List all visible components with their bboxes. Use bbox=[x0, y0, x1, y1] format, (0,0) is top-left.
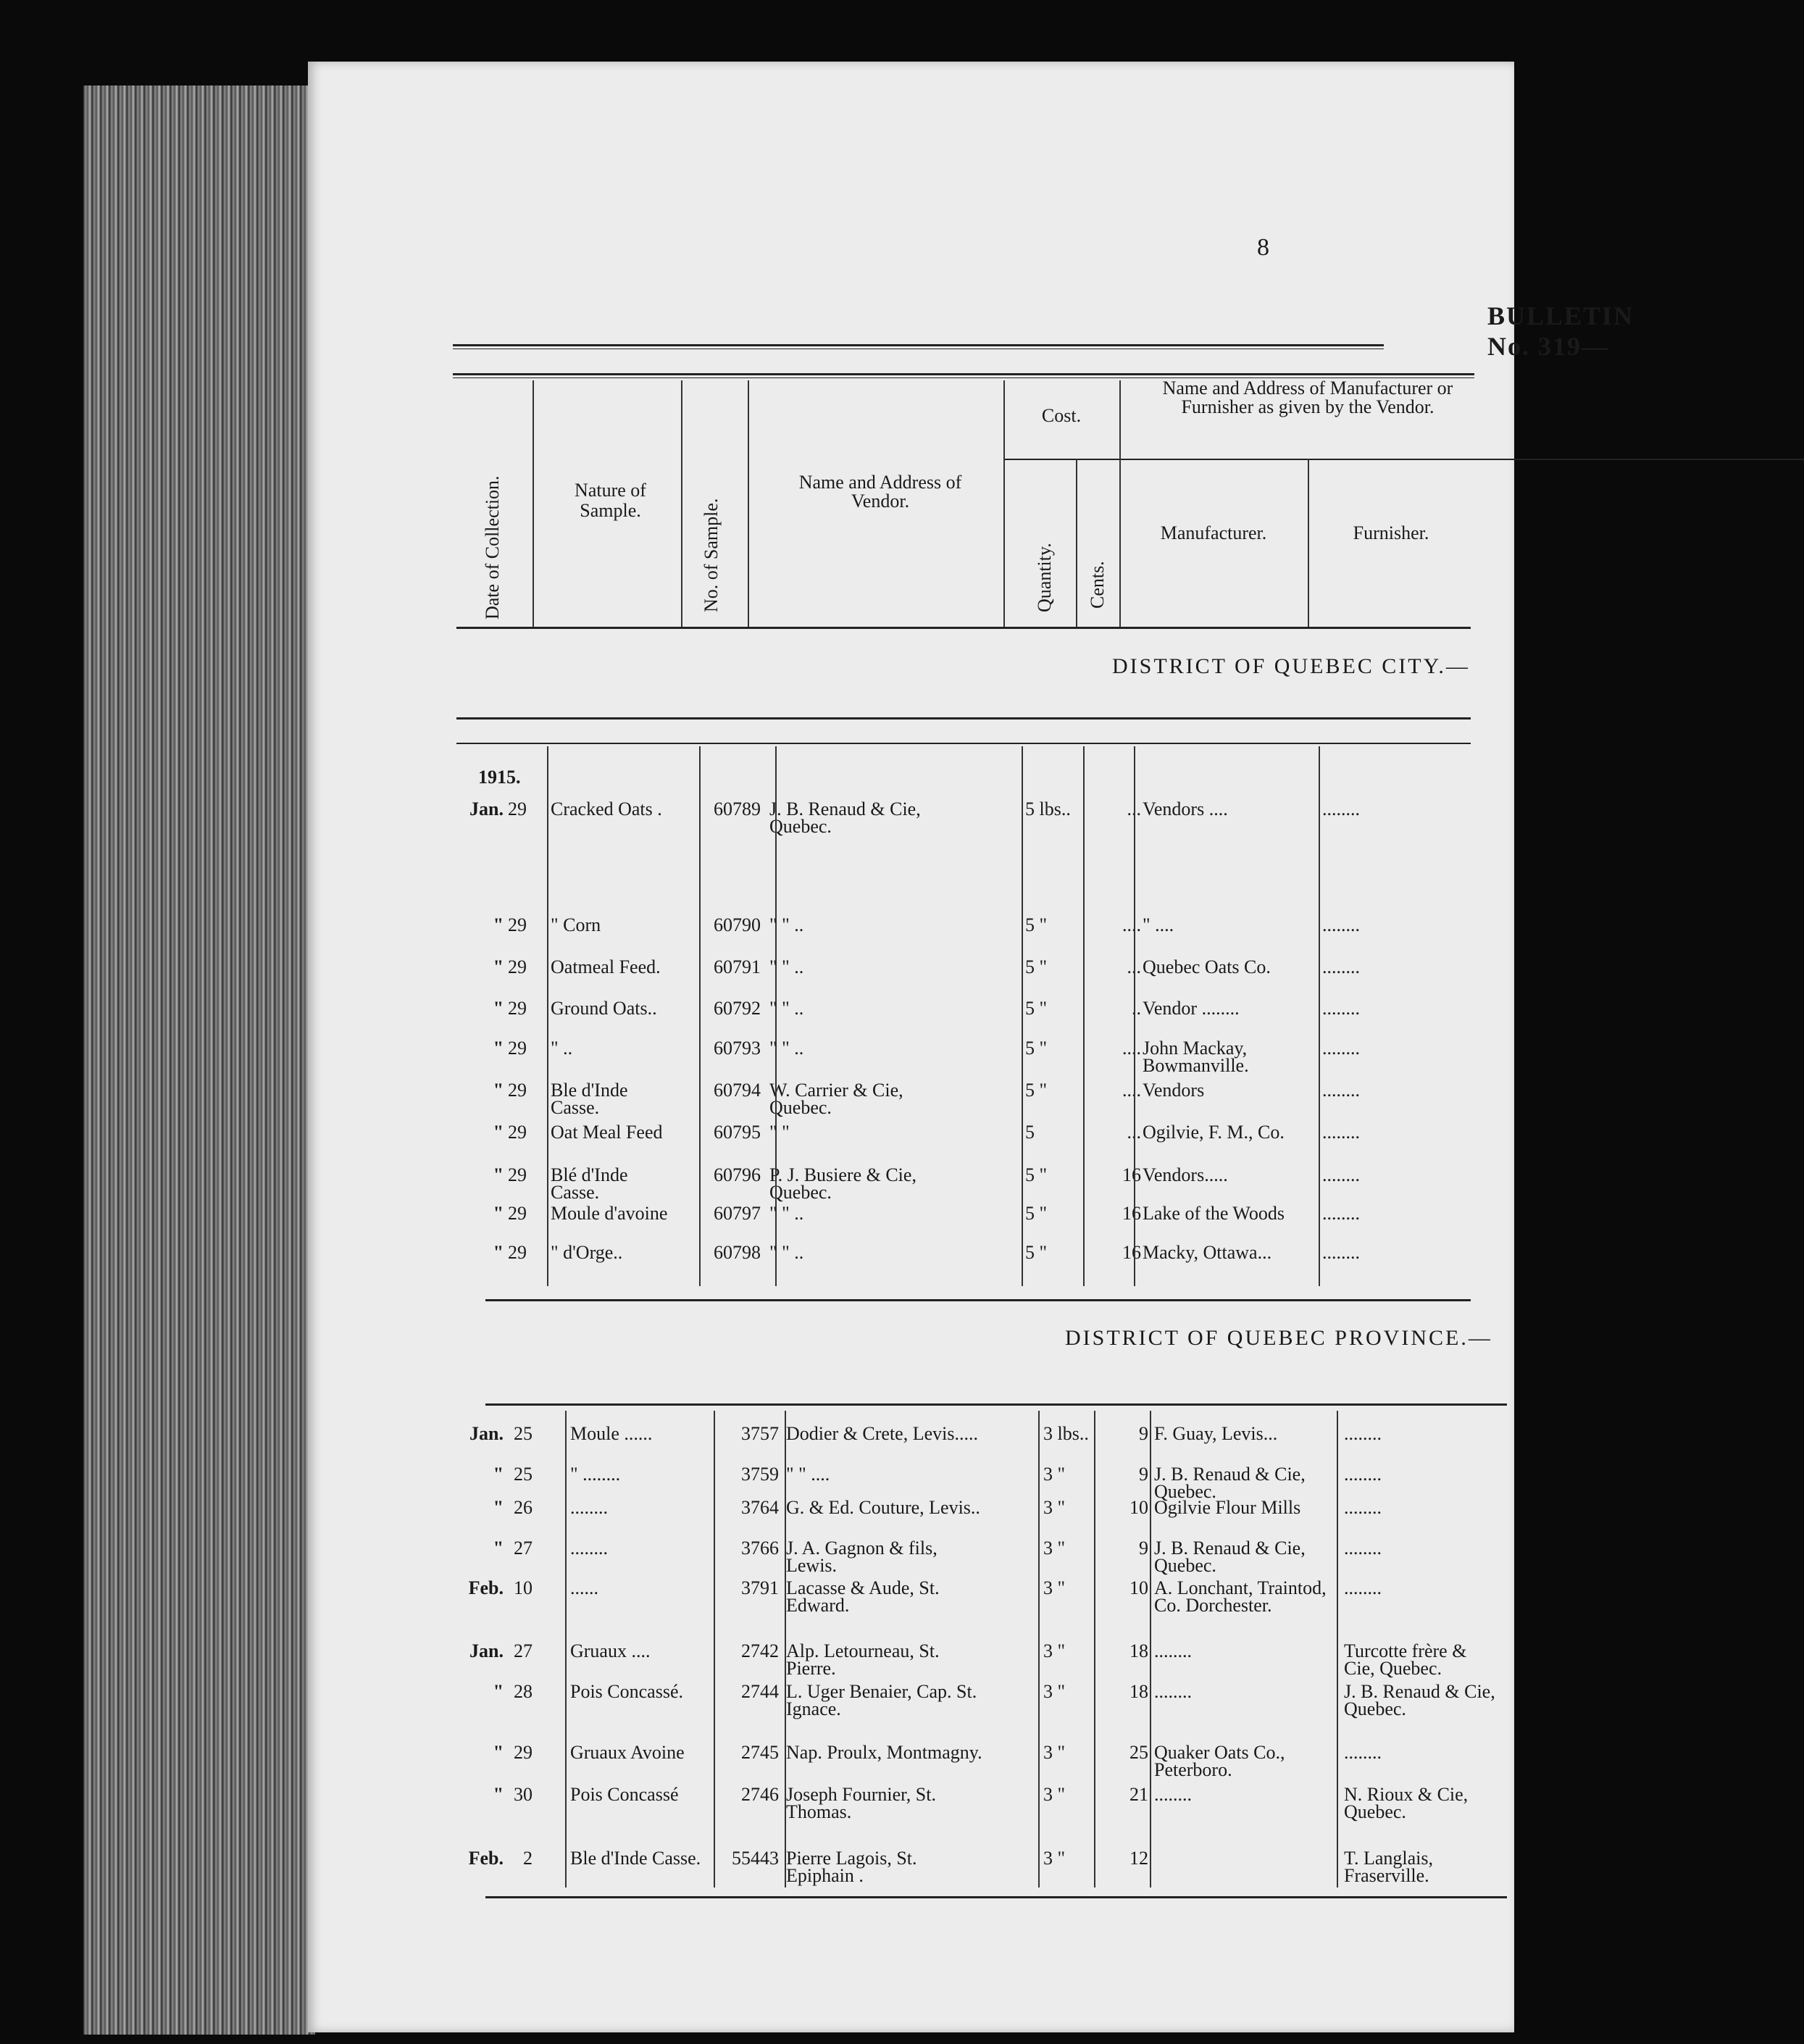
cell-qty: 5 " bbox=[1025, 1203, 1048, 1224]
page-number: 8 bbox=[1257, 234, 1269, 261]
header-quantity: Quantity. bbox=[1034, 543, 1055, 612]
cell-no: 60790 bbox=[714, 914, 761, 935]
column-divider bbox=[714, 1411, 715, 1887]
cell-mfr: ........ bbox=[1154, 1640, 1192, 1661]
column-divider bbox=[1134, 746, 1135, 1286]
cell-m: Feb. bbox=[468, 1577, 504, 1598]
hdr-divider bbox=[1308, 459, 1309, 627]
table-top-rule bbox=[453, 373, 1474, 375]
cell-qty: 3 " bbox=[1043, 1497, 1066, 1518]
cell-qty: 3 " bbox=[1043, 1464, 1066, 1485]
cell-qty: 3 " bbox=[1043, 1784, 1066, 1805]
cell-m: " bbox=[493, 1538, 504, 1559]
section-title-quebec-province: DISTRICT OF QUEBEC PROVINCE.— bbox=[1065, 1326, 1492, 1350]
cell-m: " bbox=[493, 998, 504, 1019]
cell-vendor: " " .. bbox=[769, 956, 804, 977]
section1-sub-rule bbox=[456, 743, 1471, 744]
header-vendor: Name and Address of Vendor. bbox=[798, 472, 962, 512]
cell-qty: 3 " bbox=[1043, 1577, 1066, 1598]
cell-vendor: W. Carrier & Cie, Quebec. bbox=[769, 1080, 903, 1118]
cell-mfr: J. B. Renaud & Cie, Quebec. bbox=[1154, 1538, 1306, 1576]
column-divider bbox=[1083, 746, 1085, 1286]
cell-mfr: Ogilvie Flour Mills bbox=[1154, 1497, 1301, 1518]
cell-m: Jan. bbox=[469, 1423, 504, 1444]
cell-qty: 5 " bbox=[1025, 1080, 1048, 1101]
cell-d: 2 bbox=[523, 1848, 533, 1869]
header-cost: Cost. bbox=[1041, 405, 1082, 426]
cell-d: 29 bbox=[508, 798, 527, 819]
cell-cents: 18 bbox=[1129, 1640, 1148, 1661]
cell-vendor: Dodier & Crete, Levis..... bbox=[786, 1423, 978, 1444]
hdr-divider bbox=[681, 380, 682, 627]
cell-vendor: J. A. Gagnon & fils, Lewis. bbox=[786, 1538, 938, 1576]
cell-vendor: " " .... bbox=[786, 1464, 830, 1485]
cell-furn: ........ bbox=[1322, 1038, 1360, 1059]
column-divider bbox=[699, 746, 701, 1286]
column-divider bbox=[785, 1411, 786, 1887]
cell-no: 60794 bbox=[714, 1080, 761, 1101]
cell-mfr: Macky, Ottawa... bbox=[1143, 1242, 1272, 1263]
bulletin-heading: BULLETIN No. 319— bbox=[1487, 301, 1634, 361]
cell-nature: Oat Meal Feed bbox=[551, 1122, 663, 1143]
cell-nature: Moule d'avoine bbox=[551, 1203, 668, 1224]
cell-qty: 3 " bbox=[1043, 1681, 1066, 1702]
cell-no: 3757 bbox=[741, 1423, 779, 1444]
cell-cents: ... bbox=[1127, 798, 1141, 819]
cell-furn: ........ bbox=[1344, 1497, 1382, 1518]
cell-mfr: Vendors .... bbox=[1143, 798, 1228, 819]
cell-qty: 3 " bbox=[1043, 1538, 1066, 1559]
cell-no: 60791 bbox=[714, 956, 761, 977]
cell-no: 3766 bbox=[741, 1538, 779, 1559]
cell-nature: Pois Concassé. bbox=[570, 1681, 683, 1702]
cell-furn: J. B. Renaud & Cie, Quebec. bbox=[1344, 1681, 1495, 1719]
cell-furn: ........ bbox=[1344, 1577, 1382, 1598]
column-divider bbox=[565, 1411, 567, 1887]
cell-nature: ........ bbox=[570, 1497, 608, 1518]
cell-nature: ...... bbox=[570, 1577, 598, 1598]
cell-m: " bbox=[493, 1122, 504, 1143]
cell-no: 3764 bbox=[741, 1497, 779, 1518]
cell-qty: 5 bbox=[1025, 1122, 1035, 1143]
cell-qty: 3 " bbox=[1043, 1640, 1066, 1661]
cell-d: 27 bbox=[514, 1640, 533, 1661]
cell-qty: 5 " bbox=[1025, 1164, 1048, 1185]
cell-mfr: F. Guay, Levis... bbox=[1154, 1423, 1278, 1444]
cell-cents: .... bbox=[1122, 1038, 1141, 1059]
header-furnisher: Furnisher. bbox=[1353, 522, 1429, 543]
cell-d: 29 bbox=[508, 1164, 527, 1185]
column-divider bbox=[1337, 1411, 1338, 1887]
cell-mfr: Quaker Oats Co., Peterboro. bbox=[1154, 1742, 1285, 1780]
cell-mfr: Ogilvie, F. M., Co. bbox=[1143, 1122, 1285, 1143]
cell-furn: ........ bbox=[1322, 998, 1360, 1019]
cell-d: 29 bbox=[508, 1122, 527, 1143]
cell-m: " bbox=[493, 1164, 504, 1185]
cell-mfr: Quebec Oats Co. bbox=[1143, 956, 1271, 977]
cell-cents: 25 bbox=[1129, 1742, 1148, 1763]
cell-no: 60789 bbox=[714, 798, 761, 819]
cell-furn: ........ bbox=[1322, 1122, 1360, 1143]
cell-vendor: Joseph Fournier, St. Thomas. bbox=[786, 1784, 936, 1822]
cell-furn: ........ bbox=[1322, 1242, 1360, 1263]
cell-nature: " Corn bbox=[551, 914, 601, 935]
cell-d: 28 bbox=[514, 1681, 533, 1702]
cell-qty: 5 " bbox=[1025, 1038, 1048, 1059]
document-page bbox=[308, 62, 1634, 2032]
header-manufacturer-group: Name and Address of Manufacturer or Furnisher as given by the Vendor. bbox=[1162, 377, 1453, 417]
cell-cents: 16 bbox=[1122, 1242, 1141, 1263]
cell-furn: ........ bbox=[1322, 956, 1360, 977]
cell-nature: Gruaux Avoine bbox=[570, 1742, 685, 1763]
column-divider bbox=[547, 746, 548, 1286]
cell-d: 29 bbox=[508, 1203, 527, 1224]
cell-d: 29 bbox=[508, 1242, 527, 1263]
cell-nature: Pois Concassé bbox=[570, 1784, 679, 1805]
hdr-divider bbox=[1119, 380, 1121, 627]
cell-furn: ........ bbox=[1344, 1742, 1382, 1763]
cell-vendor: " " .. bbox=[769, 998, 804, 1019]
cell-no: 2745 bbox=[741, 1742, 779, 1763]
cell-no: 2744 bbox=[741, 1681, 779, 1702]
cell-vendor: " " .. bbox=[769, 1038, 804, 1059]
cell-vendor: Lacasse & Aude, St. Edward. bbox=[786, 1577, 940, 1616]
cell-d: 29 bbox=[508, 1038, 527, 1059]
cell-furn: ........ bbox=[1322, 1164, 1360, 1185]
cell-mfr: J. B. Renaud & Cie, Quebec. bbox=[1154, 1464, 1306, 1502]
cell-qty: 3 " bbox=[1043, 1848, 1066, 1869]
cell-vendor: " " bbox=[769, 1122, 790, 1143]
cell-vendor: Pierre Lagois, St. Epiphain . bbox=[786, 1848, 917, 1886]
cell-nature: " ........ bbox=[570, 1464, 621, 1485]
cell-vendor: " " .. bbox=[769, 914, 804, 935]
cell-d: 10 bbox=[514, 1577, 533, 1598]
cell-mfr: ........ bbox=[1154, 1784, 1192, 1805]
cell-qty: 3 lbs.. bbox=[1043, 1423, 1089, 1444]
cell-nature: Ble d'Inde Casse. bbox=[570, 1848, 701, 1869]
cell-mfr: ........ bbox=[1154, 1681, 1192, 1702]
cell-cents: 9 bbox=[1139, 1464, 1148, 1485]
hdr-divider bbox=[1076, 459, 1077, 627]
cell-d: 25 bbox=[514, 1464, 533, 1485]
section2-bottom-rule bbox=[485, 1896, 1507, 1898]
column-divider bbox=[1094, 1411, 1095, 1887]
cell-furn: ........ bbox=[1322, 914, 1360, 935]
book-page-edge bbox=[83, 85, 315, 2035]
cell-mfr: Lake of the Woods bbox=[1143, 1203, 1285, 1224]
cell-no: 3759 bbox=[741, 1464, 779, 1485]
column-divider bbox=[1038, 1411, 1040, 1887]
cell-no: 2742 bbox=[741, 1640, 779, 1661]
cell-qty: 5 " bbox=[1025, 914, 1048, 935]
cell-furn: N. Rioux & Cie, Quebec. bbox=[1344, 1784, 1469, 1822]
cell-no: 60796 bbox=[714, 1164, 761, 1185]
column-divider bbox=[1022, 746, 1023, 1286]
cell-m: " bbox=[493, 1203, 504, 1224]
cell-qty: 5 " bbox=[1025, 956, 1048, 977]
cell-cents: 10 bbox=[1129, 1497, 1148, 1518]
cell-cents: 12 bbox=[1129, 1848, 1148, 1869]
cell-vendor: Alp. Letourneau, St. Pierre. bbox=[786, 1640, 940, 1679]
cell-d: 29 bbox=[508, 956, 527, 977]
cell-no: 60797 bbox=[714, 1203, 761, 1224]
cell-m: " bbox=[493, 1242, 504, 1263]
cell-m: " bbox=[493, 956, 504, 977]
cell-nature: Oatmeal Feed. bbox=[551, 956, 661, 977]
cell-cents: .. bbox=[1132, 998, 1141, 1019]
cell-cents: 9 bbox=[1139, 1423, 1148, 1444]
cell-d: 30 bbox=[514, 1784, 533, 1805]
cost-sub-rule bbox=[1003, 459, 1804, 460]
section2-top-rule bbox=[485, 1403, 1507, 1406]
cell-nature: ........ bbox=[570, 1538, 608, 1559]
section-title-quebec-city: DISTRICT OF QUEBEC CITY.— bbox=[1112, 654, 1470, 678]
cell-qty: 5 lbs.. bbox=[1025, 798, 1071, 819]
cell-m: " bbox=[493, 914, 504, 935]
cell-qty: 5 " bbox=[1025, 998, 1048, 1019]
cell-mfr: A. Lonchant, Traintod, Co. Dorchester. bbox=[1154, 1577, 1327, 1616]
cell-m: " bbox=[493, 1681, 504, 1702]
section1-top-rule bbox=[456, 717, 1471, 719]
cell-d: 29 bbox=[508, 1080, 527, 1101]
cell-no: 60792 bbox=[714, 998, 761, 1019]
cell-d: 25 bbox=[514, 1423, 533, 1444]
cell-nature: Ble d'Inde Casse. bbox=[551, 1080, 628, 1118]
cell-cents: 21 bbox=[1129, 1784, 1148, 1805]
cell-mfr: " .... bbox=[1143, 914, 1174, 935]
cell-cents: 16 bbox=[1122, 1203, 1141, 1224]
cell-no: 3791 bbox=[741, 1577, 779, 1598]
cell-vendor: G. & Ed. Couture, Levis.. bbox=[786, 1497, 980, 1518]
cell-d: 29 bbox=[508, 914, 527, 935]
cell-no: 60798 bbox=[714, 1242, 761, 1263]
cell-vendor: J. B. Renaud & Cie, Quebec. bbox=[769, 798, 921, 837]
cell-cents: 16 bbox=[1122, 1164, 1141, 1185]
header-top-rule bbox=[453, 344, 1384, 346]
cell-cents: .... bbox=[1122, 1080, 1141, 1101]
cell-no: 2746 bbox=[741, 1784, 779, 1805]
cell-mfr: Vendors..... bbox=[1143, 1164, 1228, 1185]
cell-m: " bbox=[493, 1784, 504, 1805]
cell-mfr: John Mackay, Bowmanville. bbox=[1143, 1038, 1249, 1076]
header-manufacturer: Manufacturer. bbox=[1160, 522, 1267, 543]
cell-nature: Ground Oats.. bbox=[551, 998, 657, 1019]
cell-furn: T. Langlais, Fraserville. bbox=[1344, 1848, 1433, 1886]
cell-d: 27 bbox=[514, 1538, 533, 1559]
cell-vendor: L. Uger Benaier, Cap. St. Ignace. bbox=[786, 1681, 977, 1719]
cell-mfr: Vendor ........ bbox=[1143, 998, 1240, 1019]
header-cents: Cents. bbox=[1087, 561, 1108, 609]
column-divider bbox=[1319, 746, 1320, 1286]
cell-m: " bbox=[493, 1497, 504, 1518]
cell-furn: ........ bbox=[1344, 1464, 1382, 1485]
cell-nature: Cracked Oats . bbox=[551, 798, 662, 819]
cell-cents: .... bbox=[1122, 914, 1141, 935]
cell-furn: ........ bbox=[1344, 1423, 1382, 1444]
cell-m: Jan. bbox=[469, 798, 504, 819]
cell-m: " bbox=[493, 1080, 504, 1101]
column-divider bbox=[775, 746, 777, 1286]
cell-no: 55443 bbox=[732, 1848, 779, 1869]
hdr-divider bbox=[748, 380, 749, 627]
cell-nature: Moule ...... bbox=[570, 1423, 653, 1444]
header-bottom-rule bbox=[456, 627, 1471, 629]
cell-nature: " .. bbox=[551, 1038, 573, 1059]
cell-furn: Turcotte frère & Cie, Quebec. bbox=[1344, 1640, 1467, 1679]
section1-bottom-rule bbox=[485, 1299, 1471, 1301]
header-nature-of-sample: Nature of Sample. bbox=[575, 480, 646, 521]
cell-furn: ........ bbox=[1322, 1080, 1360, 1101]
hdr-divider bbox=[533, 380, 534, 627]
header-sample-number: No. of Sample. bbox=[701, 498, 722, 612]
cell-cents: 18 bbox=[1129, 1681, 1148, 1702]
cell-m: " bbox=[493, 1742, 504, 1763]
year-label: 1915. bbox=[478, 767, 521, 788]
cell-d: 26 bbox=[514, 1497, 533, 1518]
cell-mfr: Vendors bbox=[1143, 1080, 1205, 1101]
cell-cents: ... bbox=[1127, 1122, 1141, 1143]
cell-no: 60793 bbox=[714, 1038, 761, 1059]
cell-nature: Gruaux .... bbox=[570, 1640, 651, 1661]
column-divider bbox=[1150, 1411, 1151, 1887]
cell-qty: 3 " bbox=[1043, 1742, 1066, 1763]
cell-nature: " d'Orge.. bbox=[551, 1242, 623, 1263]
cell-furn: ........ bbox=[1322, 1203, 1360, 1224]
cell-m: Feb. bbox=[468, 1848, 504, 1869]
cell-no: 60795 bbox=[714, 1122, 761, 1143]
cell-qty: 5 " bbox=[1025, 1242, 1048, 1263]
cell-d: 29 bbox=[514, 1742, 533, 1763]
cell-vendor: " " .. bbox=[769, 1242, 804, 1263]
cell-cents: 10 bbox=[1129, 1577, 1148, 1598]
cell-m: " bbox=[493, 1038, 504, 1059]
cell-d: 29 bbox=[508, 998, 527, 1019]
cell-furn: ........ bbox=[1344, 1538, 1382, 1559]
cell-m: " bbox=[493, 1464, 504, 1485]
cell-cents: 9 bbox=[1139, 1538, 1148, 1559]
cell-vendor: Nap. Proulx, Montmagny. bbox=[786, 1742, 982, 1763]
cell-m: Jan. bbox=[469, 1640, 504, 1661]
cell-cents: ... bbox=[1127, 956, 1141, 977]
cell-vendor: P. J. Busiere & Cie, Quebec. bbox=[769, 1164, 916, 1203]
header-date-of-collection: Date of Collection. bbox=[482, 475, 503, 620]
cell-furn: ........ bbox=[1322, 798, 1360, 819]
cell-vendor: " " .. bbox=[769, 1203, 804, 1224]
cell-nature: Blé d'Inde Casse. bbox=[551, 1164, 628, 1203]
